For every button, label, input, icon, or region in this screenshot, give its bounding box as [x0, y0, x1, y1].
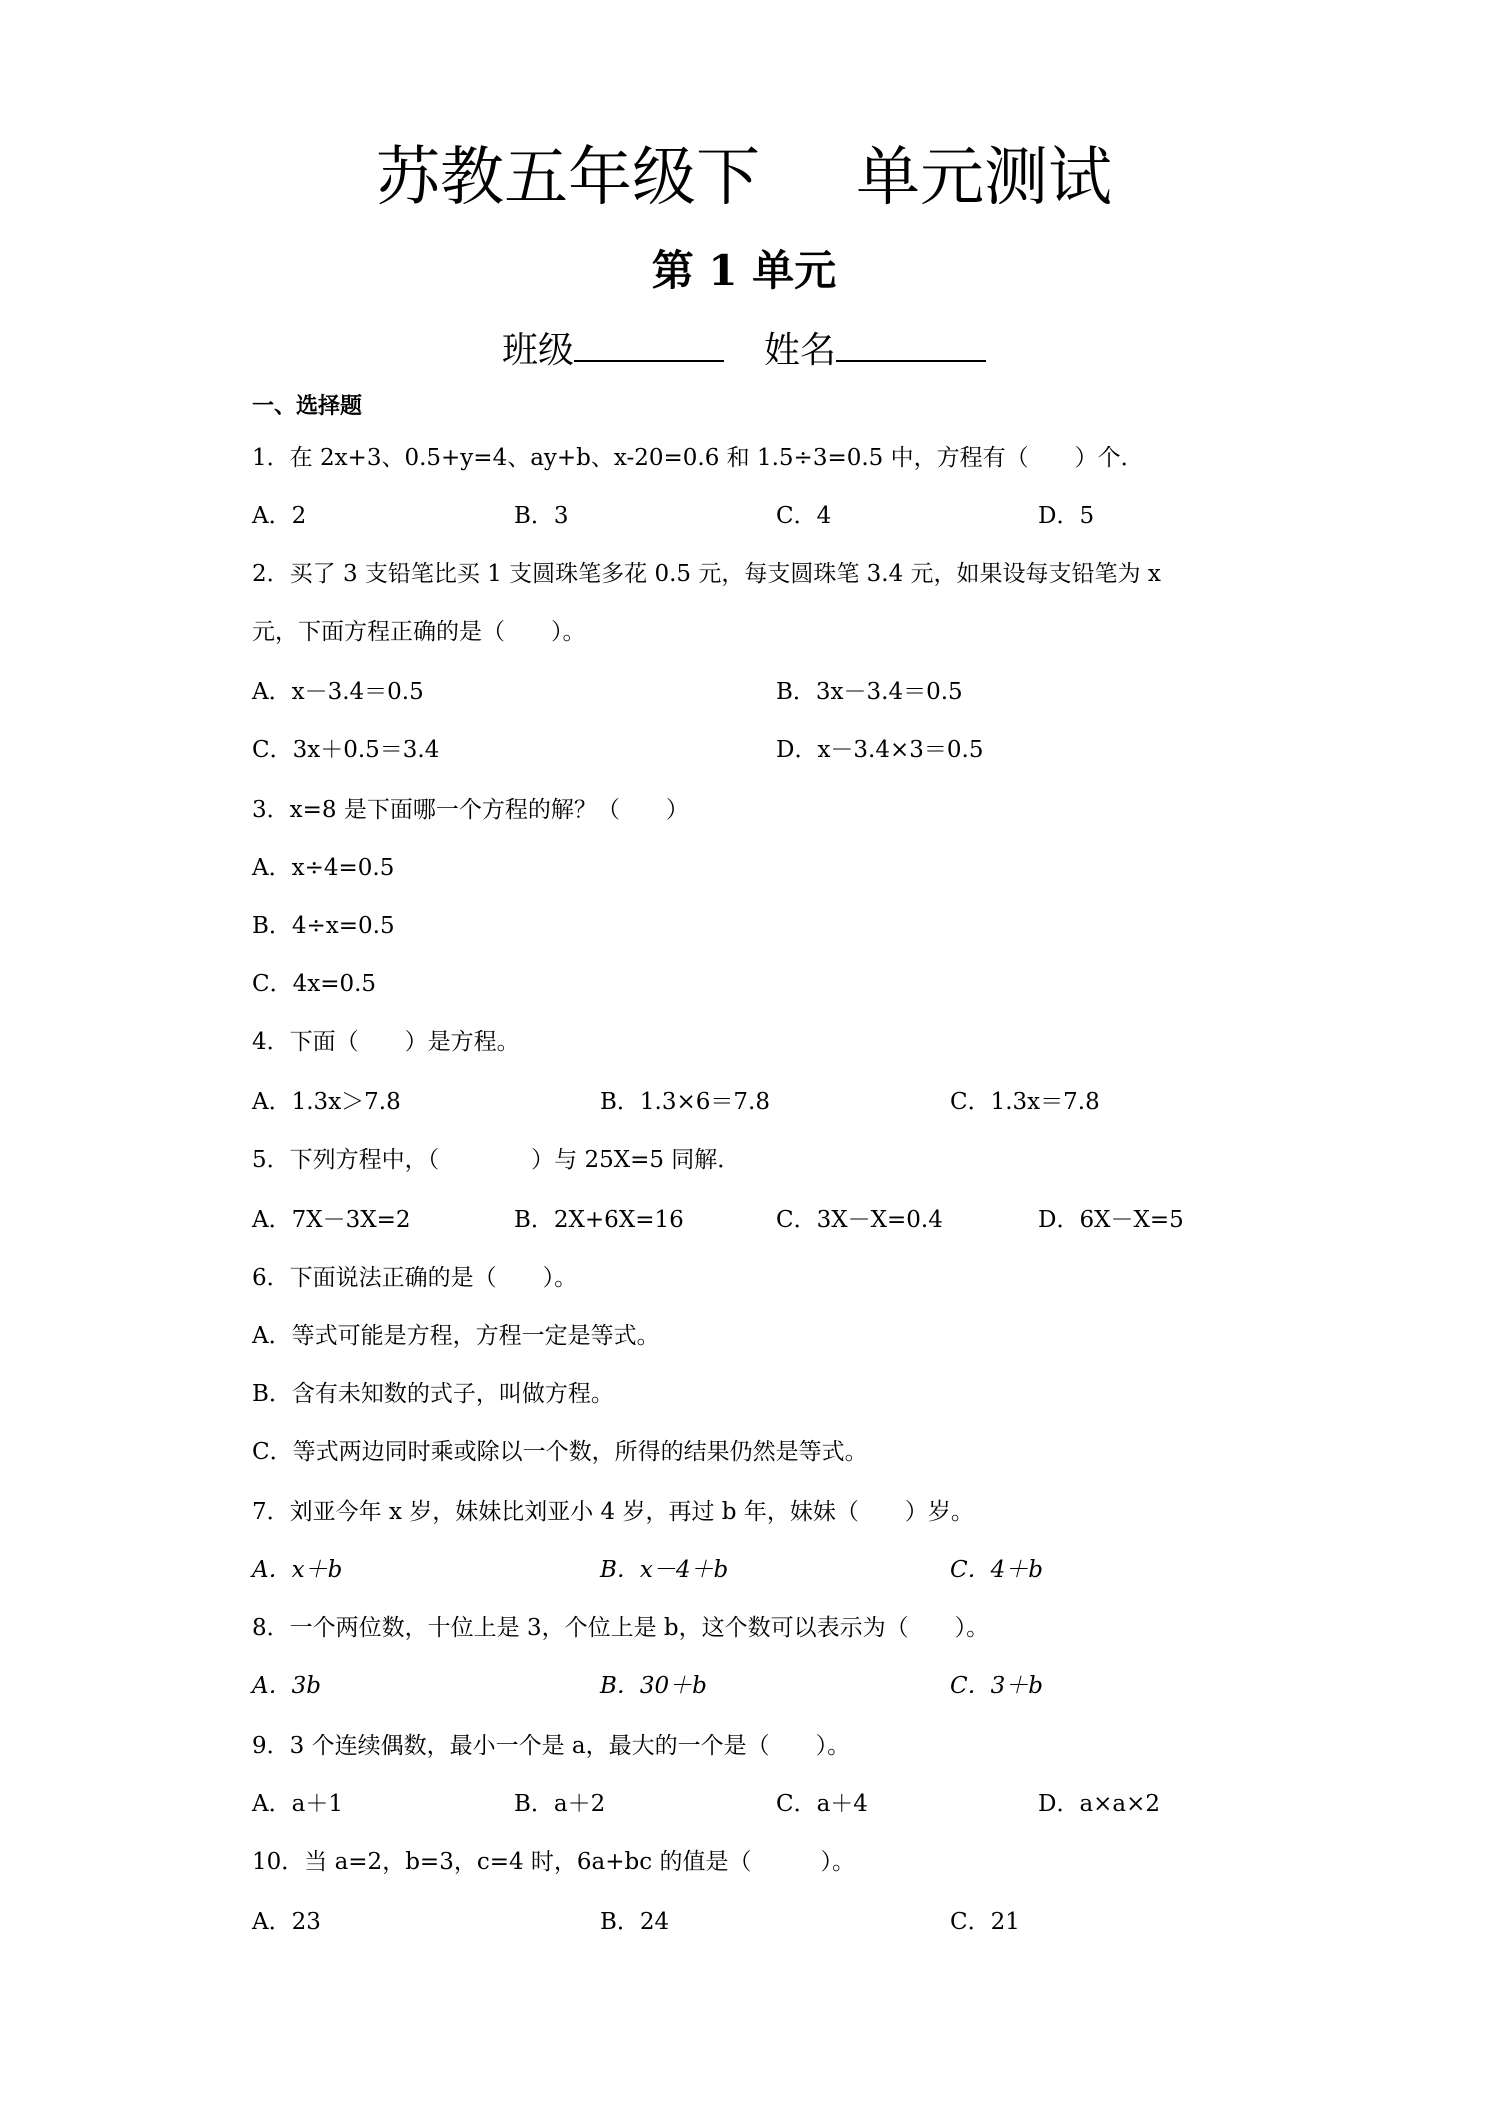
option-b: B．24: [600, 1909, 670, 1935]
option-d: D．5: [1038, 503, 1095, 529]
option-d: D．6X－X=5: [1038, 1207, 1184, 1233]
option-c: C．等式两边同时乘或除以一个数，所得的结果仍然是等式。: [252, 1439, 868, 1465]
question-text: 4．下面（ ）是方程。: [252, 1029, 520, 1055]
question-text: 10．当 a=2，b=3，c=4 时，6a+bc 的值是（ ）。: [252, 1849, 855, 1875]
option-d: D．x－3.4×3＝0.5: [776, 737, 984, 763]
option-a: A．1.3x＞7.8: [252, 1089, 401, 1115]
section-title: 一、选择题: [252, 394, 363, 419]
option-c: C．4x=0.5: [252, 971, 377, 997]
question-text: 2．买了 3 支铅笔比买 1 支圆珠笔多花 0.5 元，每支圆珠笔 3.4 元，如果设每支铅笔为 x: [252, 561, 1161, 587]
option-b: B．a＋2: [514, 1791, 606, 1817]
option-b: B．3x－3.4＝0.5: [776, 679, 963, 705]
option-a: A．x÷4=0.5: [252, 855, 395, 881]
option-a: A．3b: [252, 1673, 321, 1699]
option-c: C．4: [776, 503, 832, 529]
question-text: 3．x=8 是下面哪一个方程的解？（ ）: [252, 797, 689, 823]
option-c: C．3x＋0.5＝3.4: [252, 737, 440, 763]
page-title: [0, 138, 1488, 218]
question-text: 5．下列方程中，（ ）与 25X=5 同解．: [252, 1147, 741, 1173]
question-text: 8．一个两位数，十位上是 3，个位上是 b，这个数可以表示为（ ）。: [252, 1615, 990, 1641]
unit-subtitle: 第 1 单元: [651, 246, 837, 295]
option-a: A．x＋b: [252, 1557, 343, 1583]
option-b: B．含有未知数的式子，叫做方程。: [252, 1381, 614, 1407]
title-left: 苏教五年级下: [376, 141, 760, 215]
option-c: C．3X－X=0.4: [776, 1207, 943, 1233]
option-b: B．30＋b: [600, 1673, 707, 1699]
question-text: 1．在 2x+3、0.5+y=4、ay+b、x-20=0.6 和 1.5÷3=0.5 中，方程有（ ）个．: [252, 445, 1144, 471]
question-text: 6．下面说法正确的是（ ）。: [252, 1265, 578, 1291]
option-c: C．1.3x＝7.8: [950, 1089, 1100, 1115]
question-text: 7．刘亚今年 x 岁，妹妹比刘亚小 4 岁，再过 b 年，妹妹（ ）岁。: [252, 1499, 974, 1525]
option-c: C．4＋b: [950, 1557, 1043, 1583]
title-right: 单元测试: [856, 141, 1112, 215]
option-a: A．等式可能是方程，方程一定是等式。: [252, 1323, 660, 1349]
name-label: 姓名: [764, 330, 837, 371]
option-b: B．1.3×6＝7.8: [600, 1089, 770, 1115]
student-info-line: [0, 322, 1488, 375]
option-c: C．a＋4: [776, 1791, 868, 1817]
option-c: C．21: [950, 1909, 1020, 1935]
class-label: 班级: [501, 330, 574, 371]
option-d: D．a×a×2: [1038, 1791, 1161, 1817]
option-b: B．4÷x=0.5: [252, 913, 395, 939]
option-a: A．23: [252, 1909, 321, 1935]
question-text: 9．3 个连续偶数，最小一个是 a，最大的一个是（ ）。: [252, 1733, 851, 1759]
option-a: A．7X－3X=2: [252, 1207, 411, 1233]
option-b: B．3: [514, 503, 569, 529]
question-text-cont: 元，下面方程正确的是（ ）。: [252, 619, 586, 645]
option-b: B．2X+6X=16: [514, 1207, 684, 1233]
option-a: A．2: [252, 503, 307, 529]
option-c: C．3＋b: [950, 1673, 1043, 1699]
option-b: B．x－4＋b: [600, 1557, 729, 1583]
option-a: A．a＋1: [252, 1791, 343, 1817]
option-a: A．x－3.4＝0.5: [252, 679, 424, 705]
name-blank[interactable]: [836, 322, 986, 362]
class-blank[interactable]: [574, 322, 724, 362]
